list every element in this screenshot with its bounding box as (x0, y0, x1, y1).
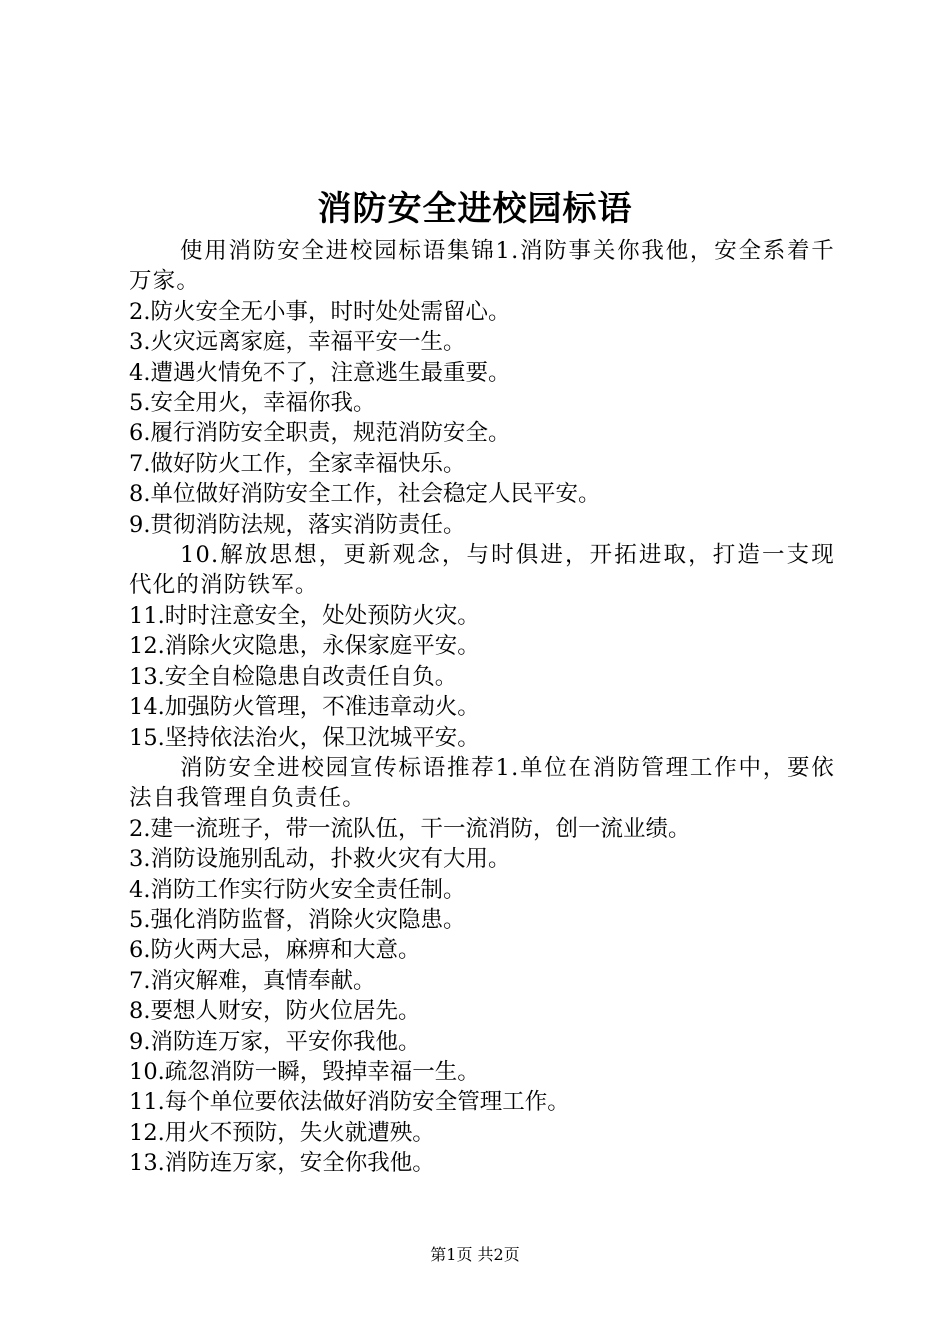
slogan-item-wrapped: 10.解放思想，更新观念，与时俱进，开拓进取，打造一支现代化的消防铁军。 (129, 542, 835, 599)
slogan-item: 14.加强防火管理，不准违章动火。 (129, 694, 480, 721)
slogan-item: 9.贯彻消防法规，落实消防责任。 (129, 511, 466, 538)
slogan-item: 4.遭遇火情免不了，注意逃生最重要。 (129, 359, 511, 386)
slogan-item: 3.消防设施别乱动，扑救火灾有大用。 (129, 846, 511, 873)
slogan-item: 6.履行消防安全职责，规范消防安全。 (129, 420, 511, 447)
slogan-item: 9.消防连万家，平安你我他。 (129, 1028, 421, 1055)
slogan-item: 8.单位做好消防安全工作，社会稳定人民平安。 (129, 481, 601, 508)
slogan-item: 12.用火不预防，失火就遭殃。 (129, 1119, 435, 1146)
slogan-item: 7.做好防火工作，全家幸福快乐。 (129, 450, 466, 477)
slogan-item: 2.防火安全无小事，时时处处需留心。 (129, 298, 511, 325)
slogan-item: 10.疏忽消防一瞬，毁掉幸福一生。 (129, 1058, 480, 1085)
page-footer: 第1页 共2页 (430, 1245, 520, 1264)
slogan-item: 8.要想人财安，防火位居先。 (129, 998, 421, 1025)
slogan-item: 15.坚持依法治火，保卫沈城平安。 (129, 724, 480, 751)
slogan-item: 12.消除火灾隐患，永保家庭平安。 (129, 633, 480, 660)
document-body (129, 236, 835, 1179)
intro-paragraph-2: 消防安全进校园宣传标语推荐1.单位在消防管理工作中，要依法自我管理自负责任。 (129, 754, 835, 812)
slogan-item: 7.消灾解难，真情奉献。 (129, 967, 376, 994)
slogan-item: 6.防火两大忌，麻痹和大意。 (129, 937, 421, 964)
slogan-item: 13.消防连万家，安全你我他。 (129, 1150, 435, 1177)
slogan-item: 4.消防工作实行防火安全责任制。 (129, 876, 466, 903)
slogan-item: 11.时时注意安全，处处预防火灾。 (129, 602, 480, 629)
slogan-item: 3.火灾远离家庭，幸福平安一生。 (129, 329, 466, 356)
slogan-item: 5.安全用火，幸福你我。 (129, 390, 376, 417)
document-title: 消防安全进校园标语 (317, 189, 633, 229)
slogan-item: 13.安全自检隐患自改责任自负。 (129, 663, 458, 690)
slogan-item: 11.每个单位要依法做好消防安全管理工作。 (129, 1089, 570, 1116)
slogan-item: 2.建一流班子，带一流队伍，干一流消防，创一流业绩。 (129, 815, 691, 842)
slogan-item: 5.强化消防监督，消除火灾隐患。 (129, 906, 466, 933)
intro-paragraph-1: 使用消防安全进校园标语集锦1.消防事关你我他，安全系着千万家。 (129, 238, 835, 295)
